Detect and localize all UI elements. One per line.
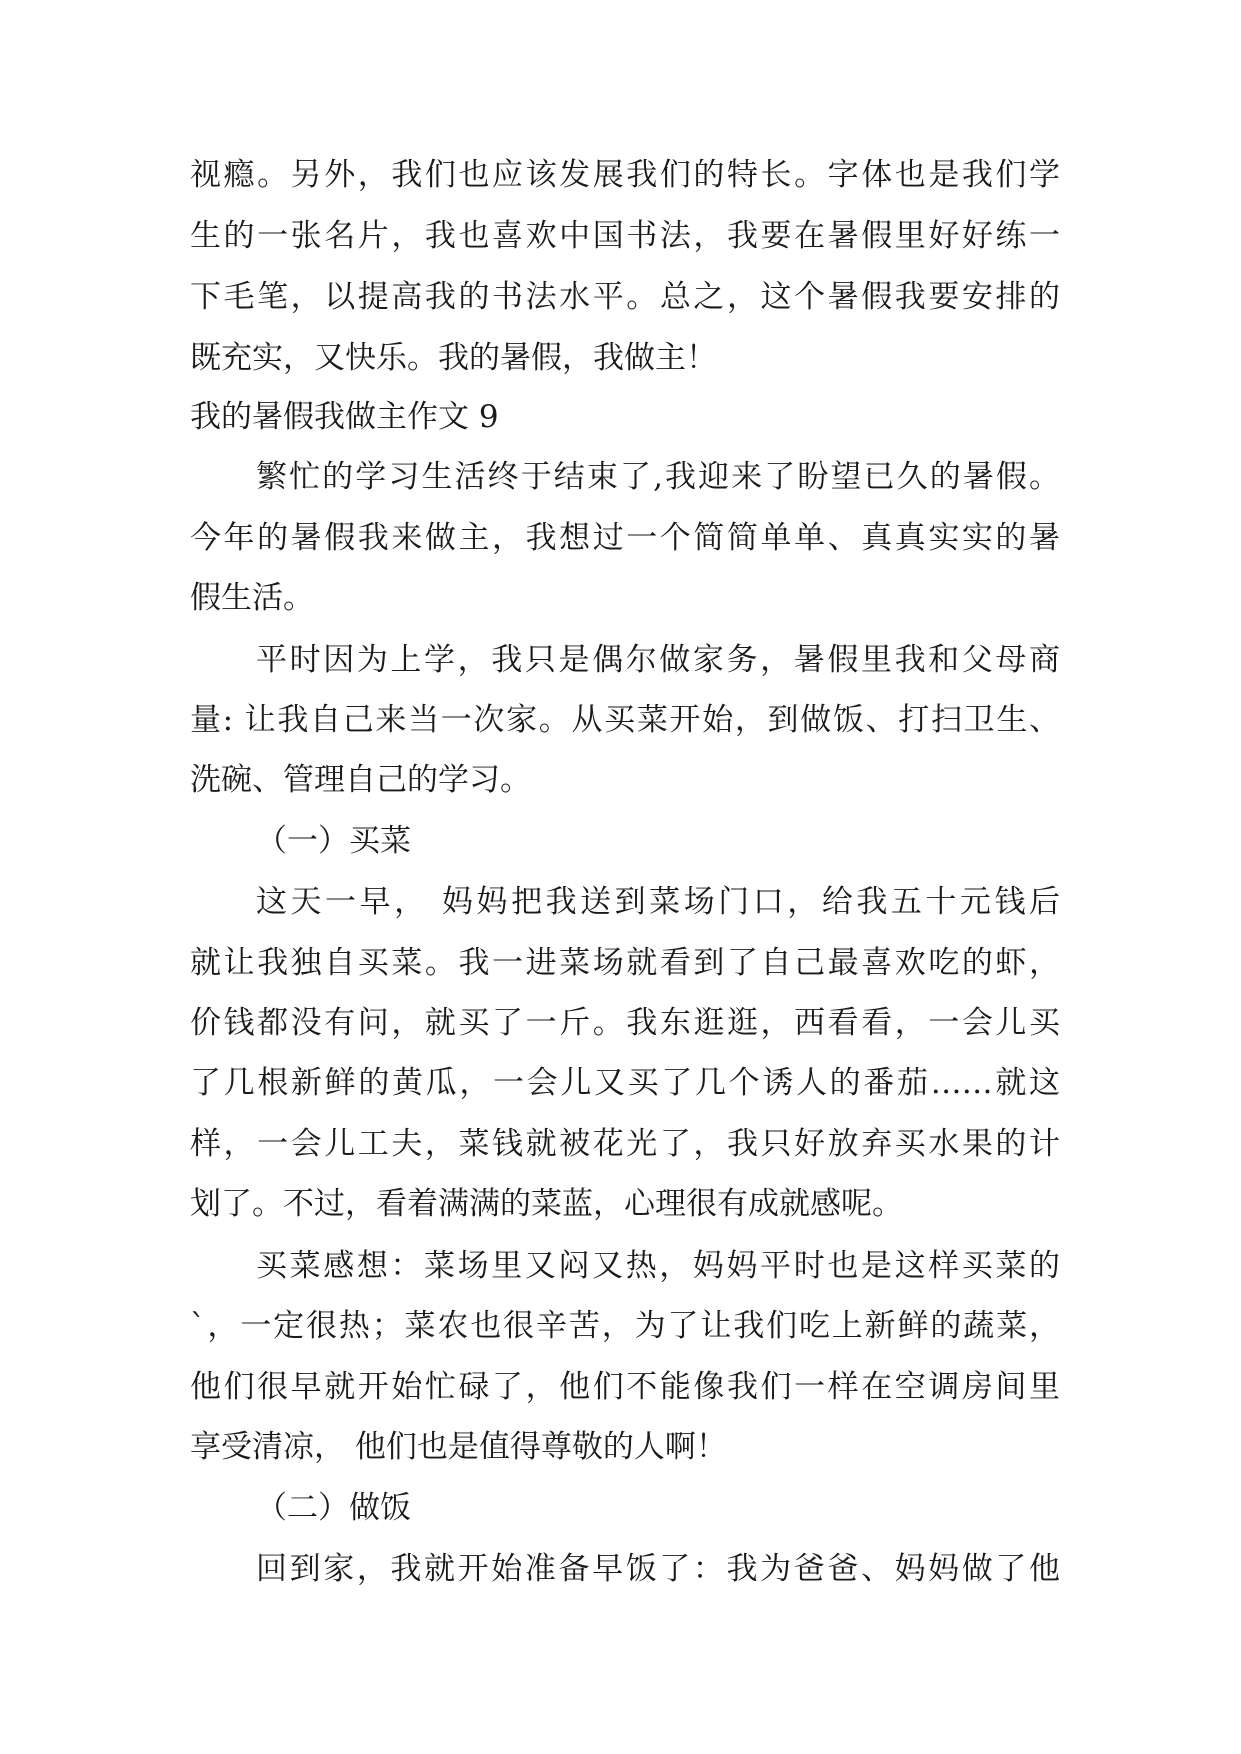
subheading: （一）买菜 <box>256 823 411 859</box>
paragraph-line: 今年的暑假我来做主，我想过一个简简单单、真真实实的暑 <box>190 520 1060 556</box>
paragraph-line: 洗碗、管理自己的学习。 <box>190 762 531 798</box>
paragraph-line: 生的一张名片，我也喜欢中国书法，我要在暑假里好好练一 <box>190 218 1060 254</box>
paragraph-line: 买菜感想：菜场里又闷又热，妈妈平时也是这样买菜的 <box>256 1248 1060 1284</box>
paragraph-line: 了几根新鲜的黄瓜，一会儿又买了几个诱人的番茄……就这 <box>190 1065 1060 1101</box>
paragraph-line: 这天一早， 妈妈把我送到菜场门口，给我五十元钱后 <box>256 884 1060 920</box>
paragraph-line: `，一定很热；菜农也很辛苦，为了让我们吃上新鲜的蔬菜， <box>190 1308 1060 1344</box>
paragraph-line: 样，一会儿工夫，菜钱就被花光了，我只好放弃买水果的计 <box>190 1126 1060 1162</box>
paragraph-line: 下毛笔，以提高我的书法水平。总之，这个暑假我要安排的 <box>190 279 1060 315</box>
paragraph-line: 假生活。 <box>190 580 314 616</box>
paragraph-line: 既充实，又快乐。我的暑假，我做主！ <box>190 340 717 376</box>
paragraph-line: 享受清凉， 他们也是值得尊敬的人啊！ <box>190 1429 727 1465</box>
paragraph-line: 他们很早就开始忙碌了，他们不能像我们一样在空调房间里 <box>190 1369 1060 1405</box>
paragraph-line: 繁忙的学习生活终于结束了,我迎来了盼望已久的暑假。 <box>256 459 1060 495</box>
paragraph-line: 量: 让我自己来当一次家。从买菜开始，到做饭、打扫卫生、 <box>190 702 1060 738</box>
paragraph-line: 视瘾。另外，我们也应该发展我们的特长。字体也是我们学 <box>190 157 1060 193</box>
paragraph-line: 就让我独自买菜。我一进菜场就看到了自己最喜欢吃的虾， <box>190 945 1060 981</box>
paragraph-line: 价钱都没有问，就买了一斤。我东逛逛，西看看，一会儿买 <box>190 1005 1060 1041</box>
paragraph-line: 回到家，我就开始准备早饭了：我为爸爸、妈妈做了他 <box>256 1551 1060 1587</box>
paragraph-line: 平时因为上学，我只是偶尔做家务，暑假里我和父母商 <box>256 642 1060 678</box>
section-title: 我的暑假我做主作文 9 <box>190 399 499 435</box>
subheading: （二）做饭 <box>256 1490 411 1526</box>
paragraph-line: 划了。不过，看着满满的菜蓝，心理很有成就感呢。 <box>190 1186 903 1222</box>
